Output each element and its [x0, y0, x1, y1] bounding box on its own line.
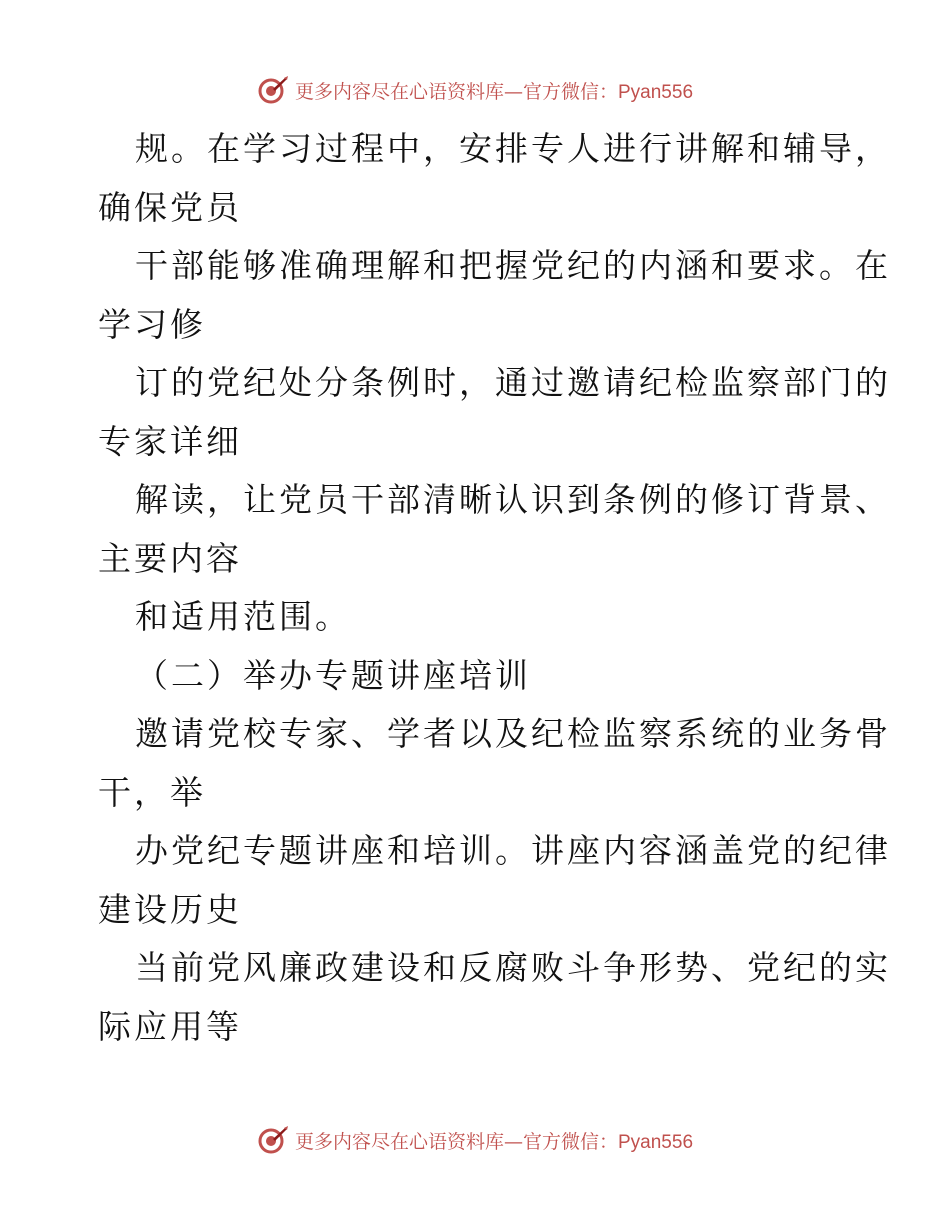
body-text-line: 规。在学习过程中，安排专人进行讲解和辅导，: [135, 129, 891, 168]
body-text-line: 邀请党校专家、学者以及纪检监察系统的业务骨: [135, 714, 891, 753]
footer-watermark: [0, 1120, 950, 1160]
body-text-line: 当前党风廉政建设和反腐败斗争形势、党纪的实: [135, 948, 891, 987]
watermark-wechat-label: 官方微信：: [522, 1130, 618, 1153]
watermark-text: [295, 1127, 693, 1154]
watermark-site: 更多内容尽在心语资料库: [294, 1130, 504, 1153]
document-body: [98, 120, 891, 1056]
body-text-line: 解读，让党员干部清晰认识到条例的修订背景、: [135, 480, 891, 519]
red-quill-logo-icon: [257, 74, 289, 106]
watermark-wechat-id: Pyan556: [618, 1131, 694, 1153]
body-text-line: 和适用范围。: [135, 597, 351, 636]
body-text-line: 确保党员: [98, 187, 242, 227]
body-text-line: 干，举: [98, 772, 206, 812]
body-text-line: 学习修: [98, 304, 206, 344]
watermark-site: 更多内容尽在心语资料库: [294, 80, 504, 103]
body-text-line: 际应用等: [98, 1006, 242, 1046]
body-text-line: 主要内容: [98, 538, 242, 578]
body-text-line: 办党纪专题讲座和培训。讲座内容涵盖党的纪律: [135, 831, 891, 870]
body-text-line: 干部能够准确理解和把握党纪的内涵和要求。在: [135, 246, 891, 285]
body-text-line: 订的党纪处分条例时，通过邀请纪检监察部门的: [135, 363, 891, 402]
body-text-line: 专家详细: [98, 421, 242, 461]
header-watermark: [0, 70, 950, 110]
watermark-text: [295, 77, 693, 104]
watermark-wechat-id: Pyan556: [618, 81, 694, 103]
body-text-line: 建设历史: [98, 889, 242, 929]
watermark-wechat-label: 官方微信：: [522, 80, 618, 103]
watermark-dash: —: [503, 1130, 523, 1153]
body-text-line: （二）举办专题讲座培训: [135, 655, 531, 695]
red-quill-logo-icon: [257, 1124, 289, 1156]
watermark-dash: —: [503, 80, 523, 103]
